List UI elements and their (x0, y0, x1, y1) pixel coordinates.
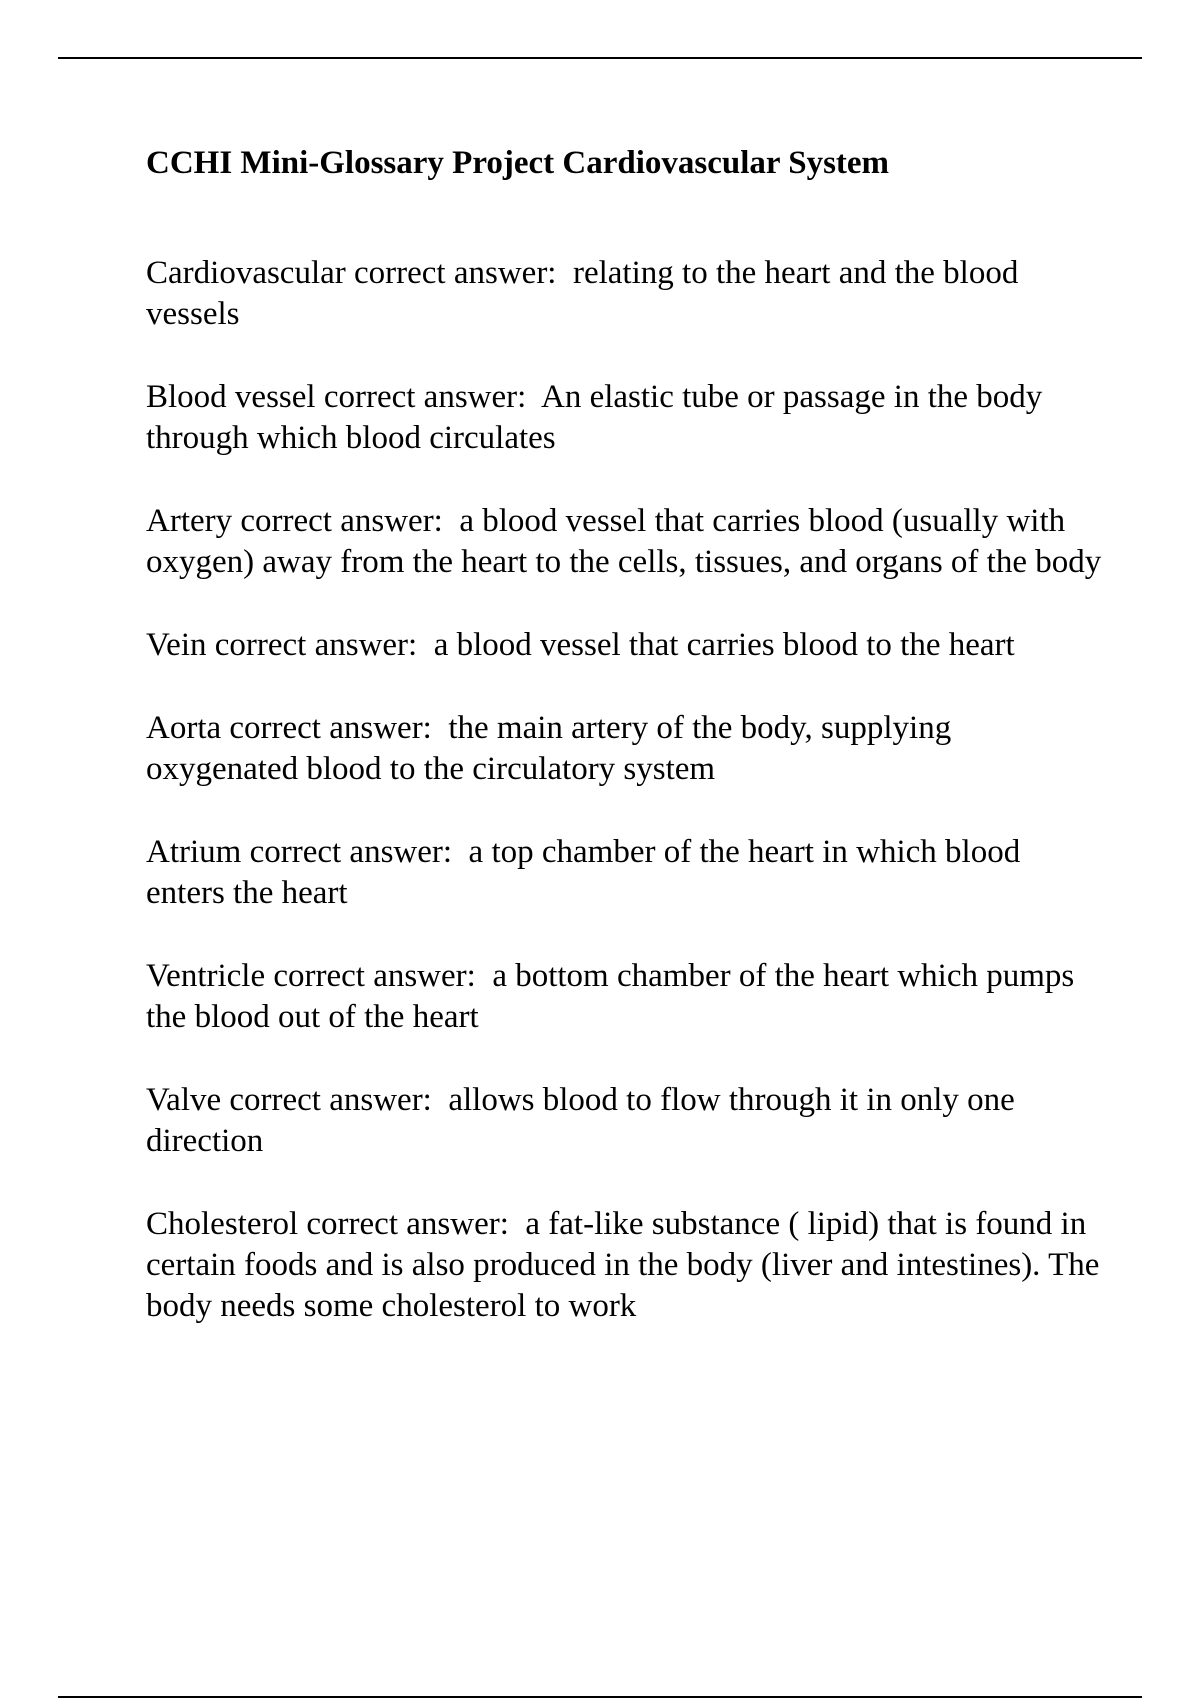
entry-term: Aorta (146, 710, 222, 746)
glossary-entry-ventricle (146, 956, 1106, 1038)
entry-term: Cardiovascular (146, 255, 346, 291)
glossary-entry-cholesterol (146, 1204, 1106, 1327)
entry-term: Atrium (146, 834, 242, 870)
entry-definition: the main artery of the body, supplying oxygenated blood to the circulatory system (146, 710, 952, 787)
entry-term: Cholesterol (146, 1206, 299, 1242)
entry-answer-label: correct answer: (273, 958, 476, 994)
glossary-entry-blood-vessel (146, 377, 1106, 459)
entry-answer-label: correct answer: (306, 1206, 509, 1242)
entry-answer-label: correct answer: (249, 834, 453, 870)
entry-definition: a blood vessel that carries blood to the heart (433, 627, 1015, 663)
entry-definition: An elastic tube or passage in the body through which blood circulates (146, 379, 1043, 456)
entry-answer-label: correct answer: (240, 503, 443, 539)
entry-answer-label: correct answer: (229, 710, 432, 746)
entry-term: Vein (146, 627, 207, 663)
top-divider (58, 57, 1142, 59)
entry-answer-label: correct answer: (354, 255, 557, 291)
glossary-entry-vein (146, 625, 1106, 666)
entry-definition: a top chamber of the heart in which blood enters the heart (146, 834, 1021, 911)
entry-definition: a fat-like substance ( lipid) that is found in certain foods and is also produced in the body (liver and intestines). The body needs some cholesterol to work (146, 1206, 1100, 1324)
entry-definition: relating to the heart and the blood vessels (146, 255, 1019, 332)
glossary-entry-valve (146, 1080, 1106, 1162)
entry-definition: a bottom chamber of the heart which pumps the blood out of the heart (146, 958, 1075, 1035)
glossary-entry-cardiovascular (146, 253, 1106, 335)
entry-definition: a blood vessel that carries blood (usually with oxygen) away from the heart to the cells, tissues, and organs of the body (146, 503, 1102, 580)
entry-term: Ventricle (146, 958, 266, 994)
entry-term: Valve (146, 1082, 222, 1118)
entry-definition: allows blood to flow through it in only one direction (146, 1082, 1015, 1159)
glossary-list (146, 253, 1106, 1327)
bottom-divider (58, 1696, 1142, 1698)
glossary-entry-atrium (146, 832, 1106, 914)
glossary-entry-aorta (146, 708, 1106, 790)
entry-answer-label: correct answer: (229, 1082, 432, 1118)
glossary-entry-artery (146, 501, 1106, 583)
entry-term: Artery (146, 503, 233, 539)
document-page (146, 140, 1106, 1369)
document-title: CCHI Mini-Glossary Project Cardiovascular System (146, 145, 890, 181)
entry-answer-label: correct answer: (214, 627, 418, 663)
entry-answer-label: correct answer: (323, 379, 527, 415)
entry-term: Blood vessel (146, 379, 316, 415)
